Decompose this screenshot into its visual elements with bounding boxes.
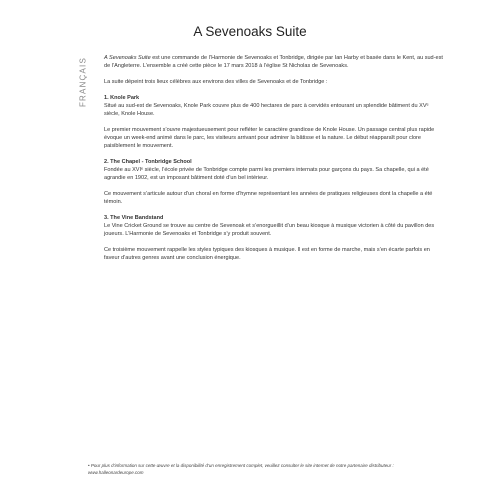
section-vine-bandstand	[104, 214, 444, 262]
section-paragraph: Ce mouvement s’articule autour d’un choral en forme d’hymne représentant les années de pratiques religieuses dont la chapelle a été témoin.	[104, 191, 433, 205]
intro-text: est une commande de l’Harmonie de Sevenoaks et Tonbridge, dirigée par Ian Harby et basée dans le Kent, au sud-est de l’Angleterre. L’ensemble a créé cette pièce le 17 mars 2018 à l’église St Nicholas de Sevenoaks.	[104, 55, 443, 69]
section-heading: 2. The Chapel - Tonbridge School	[104, 159, 192, 165]
section-heading: 1. Knole Park	[104, 95, 140, 101]
intro-paragraph	[104, 54, 444, 70]
section-paragraph: Le Vine Cricket Ground se trouve au centre de Sevenoak et s’enorgueillit d’un beau kiosque à musique victorien à côté du pavillon des joueurs. L’Harmonie de Sevenoaks et Tonbridge s’y produit souvent.	[104, 223, 435, 237]
lead-paragraph: La suite dépeint trois lieux célèbres aux environs des villes de Sevenoaks et de Tonbridge :	[104, 79, 328, 85]
document-title: A Sevenoaks Suite	[193, 24, 307, 39]
section-the-chapel	[104, 158, 444, 206]
intro-work-title: A Sevenoaks Suite	[104, 55, 151, 61]
section-paragraph: Ce troisième mouvement rappelle les styles typiques des kiosques à musique. Il est en forme de marche, mais s’en écarte parfois en faveur d’autres genres avant une conclusion énergique.	[104, 247, 430, 261]
section-heading: 3. The Vine Bandstand	[104, 215, 164, 221]
section-paragraph: Situé au sud-est de Sevenoaks, Knole Park couvre plus de 400 hectares de parc à cervidés entourant un splendide bâtiment du XVᵉ siècle, Knole House.	[104, 103, 429, 117]
section-knole-park	[104, 94, 444, 150]
language-side-label	[76, 56, 90, 108]
section-paragraph: Le premier mouvement s’ouvre majestueusement pour refléter le caractère grandiose de Knole House. Un passage central plus rapide évoque un week-end animé dans le parc, les visiteurs arrivant pour admirer la bâtisse et la nature. Le début réapparaît pour clore paisiblement le mouvement.	[104, 127, 435, 149]
document-body	[104, 54, 444, 270]
section-paragraph: Fondée au XVIᵉ siècle, l’école privée de Tonbridge compte parmi les premiers internats pour garçons du pays. Sa chapelle, qui a été agrandie en 1902, est un imposant bâtiment doté d’un bel intérieur.	[104, 167, 429, 181]
footnote: • Pour plus d’information sur cette œuvre et la disponibilité d’un enregistrement complet, veuillez consulter le site internet de notre partenaire distributeur : www.halleonardeurope.com	[88, 463, 394, 475]
language-label-text: FRANÇAIS	[78, 56, 88, 108]
